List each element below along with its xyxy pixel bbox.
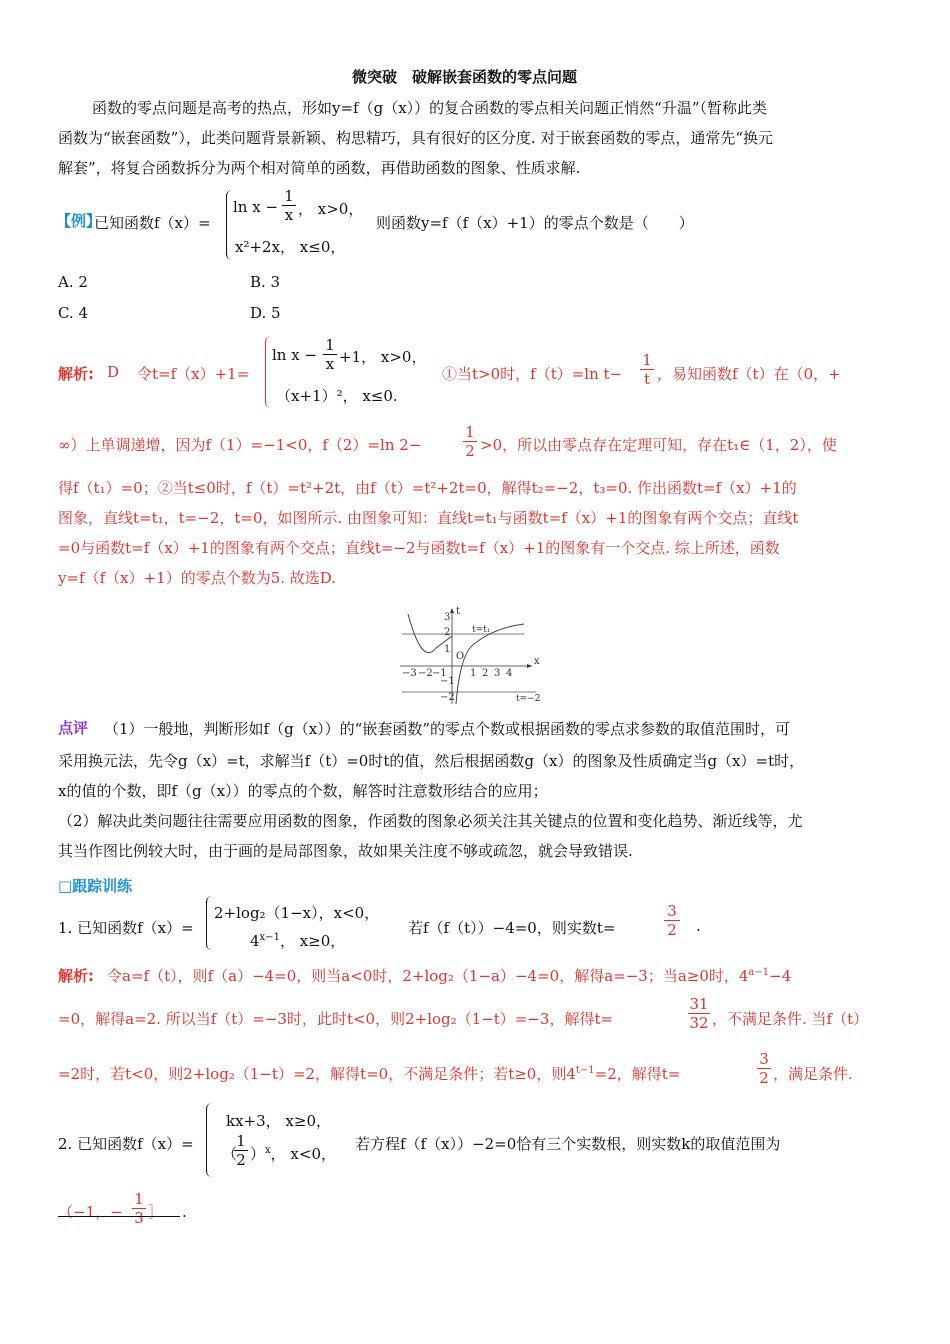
- solution-fraction-2: $\frac{1}{t}$: [640, 351, 654, 388]
- xtick: −1: [432, 668, 447, 679]
- example-question: 则函数y=f（f（x）+1）的零点个数是（ ）: [376, 214, 694, 232]
- example-case-2: x²+2x， x≤0，: [235, 238, 346, 256]
- t-axis-label: t: [456, 606, 461, 617]
- s1-fraction-1: $\frac{31}{32}$: [689, 995, 709, 1032]
- q1-question: 若f（f（t））−4=0，则实数t=: [408, 919, 616, 937]
- s1-line-1: 令a=f（t），则f（a）−4=0，则当a<0时，2+log₂（1−a）−4=0，解得a=−3；当a≥0时，$4^{a-1}-4$: [107, 967, 792, 985]
- comment-line-2: 采用换元法，先令g（x）=t，求解当f（t）=0时t的值，然后根据函数g（x）的图象及性质确定当g（x）=t时，: [58, 752, 805, 770]
- solution-case-2: （x+1）²， x≤0.: [276, 387, 398, 405]
- intro-line-1: 函数的零点问题是高考的热点，形如y=f（g（x））的复合函数的零点相关问题正悄然“升温”（暂称此类: [92, 99, 767, 117]
- q1-answer: $\frac{3}{2}$: [664, 902, 680, 939]
- x-axis-arrow-icon: [527, 664, 532, 668]
- s1-line-3: =2时，若t<0，则2+log₂（1−t）=2，解得t=0，不满足条件；若t≥0，则$4^{t-1}=2$，解得t=: [58, 1065, 681, 1083]
- q2-case-2-pre: （: [222, 1145, 238, 1163]
- q2-case-1: kx+3， x≥0，: [226, 1112, 332, 1130]
- example-lead: 已知函数f（x）=: [94, 214, 211, 232]
- solution-part-1-tail: ，易知函数f（t）在（0，+: [657, 365, 841, 383]
- q2-answer-underline: [58, 1216, 180, 1217]
- solution-fraction-1: $\frac{1}{x}$: [323, 336, 337, 373]
- comment-line-4: （2）解决此类问题往往需要应用函数的图象，作函数的图象必须关注其关键点的位置和变化趋势、渐近线等，尤: [58, 812, 803, 830]
- xtick: −2: [418, 668, 433, 679]
- option-c: C. 4: [58, 304, 89, 322]
- q2-question: 若方程f（f（x））−2=0恰有三个实数根，则实数k的取值范围为: [355, 1135, 781, 1153]
- intro-line-3: 解套”，将复合函数拆分为两个相对简单的函数，再借助函数的图象、性质求解.: [58, 159, 581, 177]
- function-graph: [396, 604, 556, 708]
- training-tag: □跟踪训练: [58, 877, 133, 895]
- xtick: 1: [470, 668, 477, 679]
- comment-tag: 点评: [58, 719, 89, 737]
- solution-line-3: 得f（t₁）=0；②当t≤0时，f（t）=t²+2t，由f（t）=t²+2t=0，解得t₂=−2，t₃=0. 作出函数t=f（x）+1的: [58, 479, 797, 497]
- q2-answer-post: ］: [148, 1203, 164, 1221]
- q2-case-2-post: ）$^x$， x<0，: [250, 1145, 336, 1163]
- comment-line-1: （1）一般地，判断形如f（g（x））的“嵌套函数”的零点个数或根据函数的零点求参数的取值范围时，可: [104, 720, 790, 738]
- solution-case-1-tail: +1， x>0，: [339, 348, 427, 366]
- page-title: 微突破 破解嵌套函数的零点问题: [352, 68, 578, 86]
- ytick: 1: [444, 644, 451, 655]
- q2-answer-fraction: $\frac{1}{3}$: [132, 1190, 146, 1227]
- solution-line-6: y=f（f（x）+1）的零点个数为5. 故选D.: [58, 569, 337, 587]
- s1-line-2-tail: ，不满足条件. 当f（t）: [712, 1010, 869, 1028]
- s1-fraction-2: $\frac{3}{2}$: [757, 1050, 771, 1087]
- q2-lead: 2. 已知函数f（x）=: [58, 1135, 194, 1153]
- solution-line-5: =0与函数t=f（x）+1的图象有两个交点；直线t=−2与函数t=f（x）+1的图象有一个交点. 综上所述，函数: [58, 539, 780, 557]
- ytick: 2: [444, 627, 451, 638]
- q2-end: .: [182, 1203, 187, 1221]
- xtick: −3: [402, 668, 417, 679]
- solution-line-2: ∞）上单调递增，因为f（1）=−1<0，f（2）=ln 2−: [58, 436, 422, 454]
- solution-answer: D: [107, 363, 120, 381]
- example-case-1-tail: ， x>0，: [298, 200, 364, 218]
- option-a: A. 2: [58, 273, 88, 291]
- ytick: −1: [440, 676, 455, 687]
- label-t-minus-2: t=−2: [516, 694, 541, 704]
- comment-line-3: x的值的个数，即f（g（x））的零点的个数，解答时注意数形结合的应用；: [58, 782, 548, 800]
- ytick: −2: [440, 692, 455, 703]
- solution-lead: 令t=f（x）+1=: [137, 365, 250, 383]
- q1-end: .: [696, 917, 701, 935]
- s1-line-2: =0，解得a=2. 所以当f（t）=−3时，此时t<0，则2+log₂（1−t）=−3，解得t=: [58, 1010, 614, 1028]
- q2-brace: [206, 1103, 215, 1177]
- t-axis-arrow-icon: [450, 608, 454, 613]
- xtick: 4: [506, 668, 513, 679]
- option-b: B. 3: [250, 273, 281, 291]
- ytick: 3: [444, 612, 451, 623]
- label-t-t1: t=t₁: [472, 625, 491, 635]
- q1-case-1: 2+log₂（1−x），x<0，: [214, 904, 380, 922]
- example-tag: 【例】: [56, 212, 102, 230]
- q1-case-2: $4^{x-1}$， x≥0，: [250, 932, 346, 950]
- s1-line-3-tail: ，满足条件.: [773, 1065, 853, 1083]
- example-fraction: $\frac{1}{x}$: [282, 187, 296, 224]
- intro-line-2: 函数为“嵌套函数”），此类问题背景新颖、构思精巧，具有很好的区分度. 对于嵌套函数的零点，通常先“换元: [58, 129, 774, 147]
- solution-line-4: 图象，直线t=t₁，t=−2，t=0，如图所示. 由图象可知：直线t=t₁与函数t=f（x）+1的图象有两个交点；直线t: [58, 509, 799, 527]
- xtick: 3: [494, 668, 501, 679]
- s1-tag: 解析:: [58, 967, 94, 985]
- solution-tag: 解析:: [58, 365, 94, 383]
- comment-line-5: 其当作图比例较大时，由于画的是局部图象，故如果关注度不够或疏忽，就会导致错误.: [58, 842, 633, 860]
- solution-line-2-tail: >0，所以由零点存在定理可知，存在t₁∈（1，2），使: [480, 436, 837, 454]
- q1-lead: 1. 已知函数f（x）=: [58, 919, 194, 937]
- q2-fraction: $\frac{1}{2}$: [234, 1132, 248, 1169]
- q2-answer-pre: （−1，−: [58, 1203, 123, 1221]
- example-case-1: ln x −: [233, 198, 279, 216]
- solution-fraction-3: $\frac{1}{2}$: [463, 423, 477, 460]
- xtick: 2: [482, 668, 489, 679]
- solution-part-1: ①当t>0时，f（t）=ln t−: [442, 365, 623, 383]
- origin-label: O: [456, 651, 465, 662]
- solution-case-1: ln x −: [272, 346, 318, 364]
- x-axis-label: x: [534, 656, 540, 667]
- option-d: D. 5: [250, 304, 281, 322]
